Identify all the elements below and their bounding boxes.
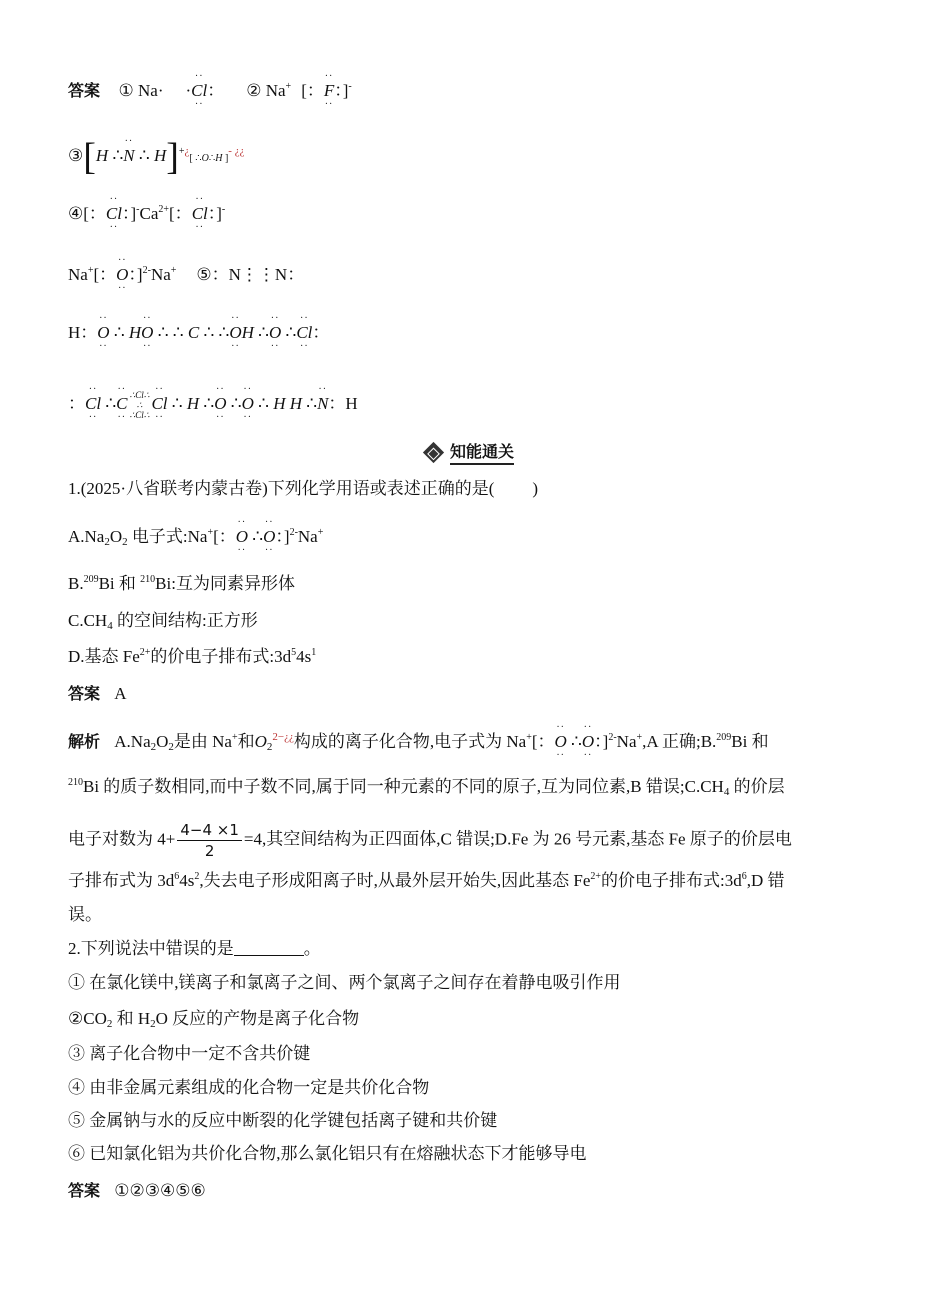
q1-option-c: $C.CH_4$ 的空间结构:正方形 [68,611,258,632]
q2-item-5: ⑤ 金属钠与水的反应中断裂的化学键包括离子键和共价键 [68,1111,498,1130]
answer-line-ammonium: ③[H ∴·· N ∴ H]+¿[ ∴O∴H ]- ¿¿ [68,145,244,170]
answer-line-hocl: H：·· O ·· ∴ H·· O ·· ∴ ∴ C ∴ ∴·· O ··H ∴·· O ·· ∴·· Cl ··： [68,322,329,344]
answer-line-ccl4: ：·· Cl ·· ∴·· C ·· ∴Cl∴ ∴ ∴Cl∴ ·· Cl ·· ∴ H ∴·· O ·· ∴·· O ·· ∴ H H ∴·· N：H [68,390,358,420]
q2-item-3: ③ 离子化合物中一定不含共价键 [68,1044,311,1063]
analysis-line-5: 误。 [68,905,102,924]
q2-item-2: $②CO_2$ 和 $H_2O$ 反应的产物是离子化合物 [68,1009,360,1030]
q1-option-a: $A.Na_2O_2$ 电子式:Na+[：·· O ·· ∴·· O ··：]$^{2-}$Na+ [68,526,323,548]
section-title: 知能通关 [450,439,514,465]
answer-blank[interactable] [234,941,304,956]
q1-option-b: B.$^{209}$Bi 和 $^{210}$Bi:互为同素异形体 [68,574,295,593]
q2-item-6: ⑥ 已知氯化铝为共价化合物,那么氯化铝只有在熔融状态下才能够导电 [68,1144,587,1163]
q2-item-1: ① 在氯化镁中,镁离子和氯离子之间、两个氯离子之间存在着静电吸引作用 [68,973,621,992]
q1-option-d: D.基态 $Fe^{2+}$的价电子排布式$:3d^54s^1$ [68,647,317,666]
fraction: $\frac{4-4 \times 1}{2}$ [177,820,242,861]
answer-label: 答案 [68,81,101,100]
q2-stem: 2.下列说法中错误的是 。 [68,939,321,958]
q1-answer: 答案 A [68,684,127,703]
analysis-line-3: 电子对数为 4+ $\frac{4-4 \times 1}{2}$ =4,其空间结构为正四面体,C 错误;D.Fe 为 26 号元素,基态 Fe 原子的价层电 [68,821,792,860]
q2-answer: 答案 ①②③④⑤⑥ [68,1181,206,1200]
section-heading [424,441,514,463]
q1-stem: 1.(2025·八省联考内蒙古卷)下列化学用语或表述正确的是( ) [68,479,539,498]
q2-item-4: ④ 由非金属元素组成的化合物一定是共价化合物 [68,1078,430,1097]
analysis-line-2: $^{210}$Bi 的质子数相同,而中子数不同,属于同一种元素的不同的原子,互为同位素,B 错误$;C.CH_4$ 的价层 [68,777,785,798]
answer-line-1: 答案 ① Na· ··· Cl ··： ② Na+ [：·· F ··：]- [68,80,352,102]
diamond-icon [423,441,444,462]
analysis-line-4: 子排布式为 $3d^64s^2$,失去电子形成阳离子时,从最外层开始失,因此基态 $Fe^{2+}$的价电子排布式$:3d^6,D$ 错 [68,871,785,890]
analysis-line-1: 解析 $A.Na_2O_2$是由 Na+和$O_2^{2-¿¿}$构成的离子化合物,电子式为 Na+[：·· O ·· ∴·· O ··：]$^{2-}$Na+,A 正确;B.$^{209}$Bi 和 [68,731,769,753]
answer-line-na2o2: Na+[：·· O ··：]$^{2-}$Na+ ⑤：N⋮⋮N： [68,264,304,286]
answer-line-cacl2: ④[：·· Cl ··：]$^-Ca^{2+}$[：·· Cl ··：]- [68,203,225,225]
